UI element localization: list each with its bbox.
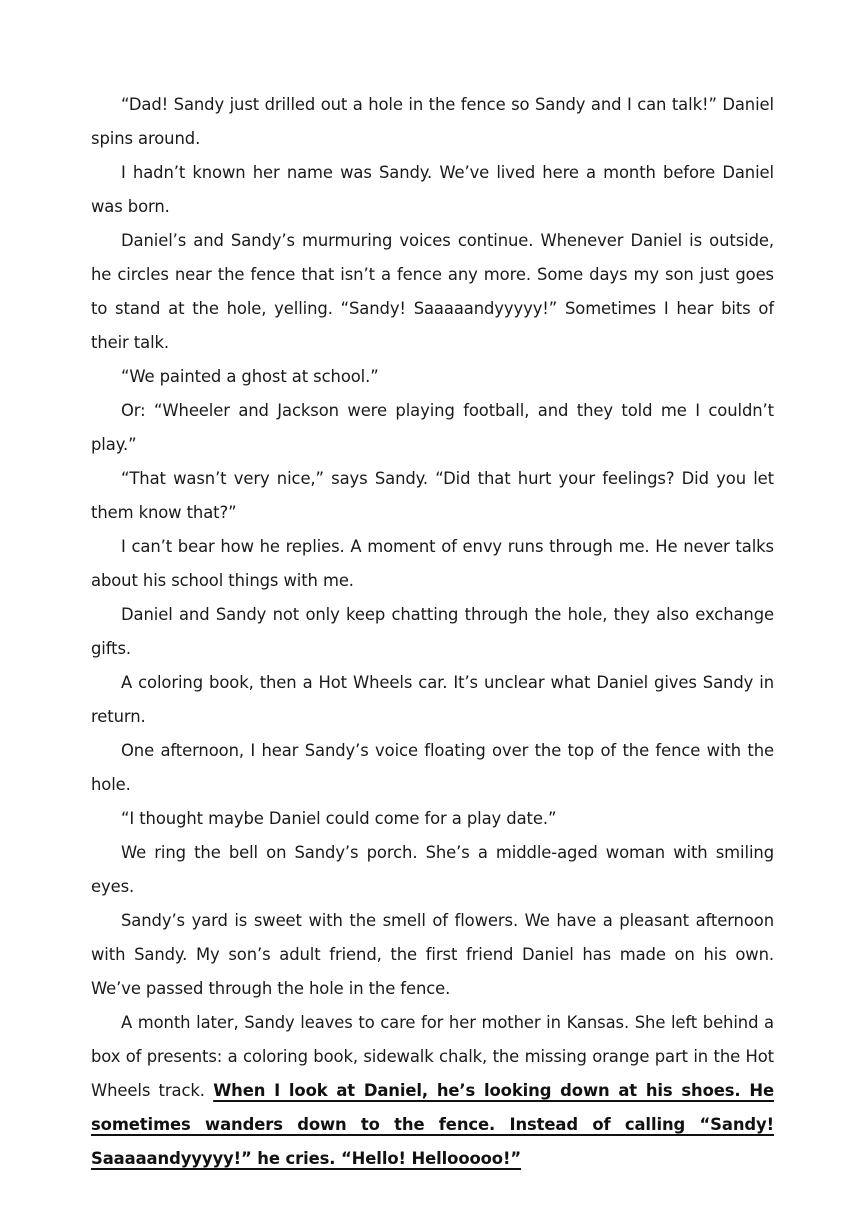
paragraph-3: Daniel’s and Sandy’s murmuring voices continue. Whenever Daniel is outside, he circles near the fence that isn’t a fence any more. Some days my son just goes to stand at the hole, yelling. “Sandy! Saaaaandyyyyy!” Sometimes I hear bits of their talk. <box>91 231 774 352</box>
paragraph-11: “I thought maybe Daniel could come for a play date.” <box>121 809 557 828</box>
paragraph-1: “Dad! Sandy just drilled out a hole in the fence so Sandy and I can talk!” Daniel spins around. <box>91 95 774 148</box>
paragraph-5: Or: “Wheeler and Jackson were playing football, and they told me I couldn’t play.” <box>91 401 774 454</box>
underlined-passage: When I look at Daniel, he’s looking down at his shoes. He sometimes wanders down to the fence. Instead of calling “Sandy! Saaaaandyyyyy!” he cries. “Hello! Hellooooo!” <box>91 1081 774 1168</box>
paragraph-9: A coloring book, then a Hot Wheels car. It’s unclear what Daniel gives Sandy in return. <box>91 673 774 726</box>
paragraph-6: “That wasn’t very nice,” says Sandy. “Did that hurt your feelings? Did you let them know that?” <box>91 469 774 522</box>
paragraph-2: I hadn’t known her name was Sandy. We’ve lived here a month before Daniel was born. <box>91 163 774 216</box>
paragraph-8: Daniel and Sandy not only keep chatting through the hole, they also exchange gifts. <box>91 605 774 658</box>
paragraph-13: Sandy’s yard is sweet with the smell of flowers. We have a pleasant afternoon with Sandy. My son’s adult friend, the first friend Daniel has made on his own. We’ve passed through the hole in the fence. <box>91 911 774 998</box>
paragraph-14-plain: A month later, Sandy leaves to care for her mother in Kansas. She left behind a box of presents: a coloring book, sidewalk chalk, the missing orange part in the Hot Wheels track. <box>91 1013 774 1100</box>
paragraph-10: One afternoon, I hear Sandy’s voice floating over the top of the fence with the hole. <box>91 741 774 794</box>
paragraph-7: I can’t bear how he replies. A moment of envy runs through me. He never talks about his school things with me. <box>91 537 774 590</box>
story-text <box>91 88 774 1176</box>
paragraph-4: “We painted a ghost at school.” <box>121 367 379 386</box>
paragraph-14 <box>91 1006 774 1176</box>
paragraph-12: We ring the bell on Sandy’s porch. She’s a middle-aged woman with smiling eyes. <box>91 843 774 896</box>
